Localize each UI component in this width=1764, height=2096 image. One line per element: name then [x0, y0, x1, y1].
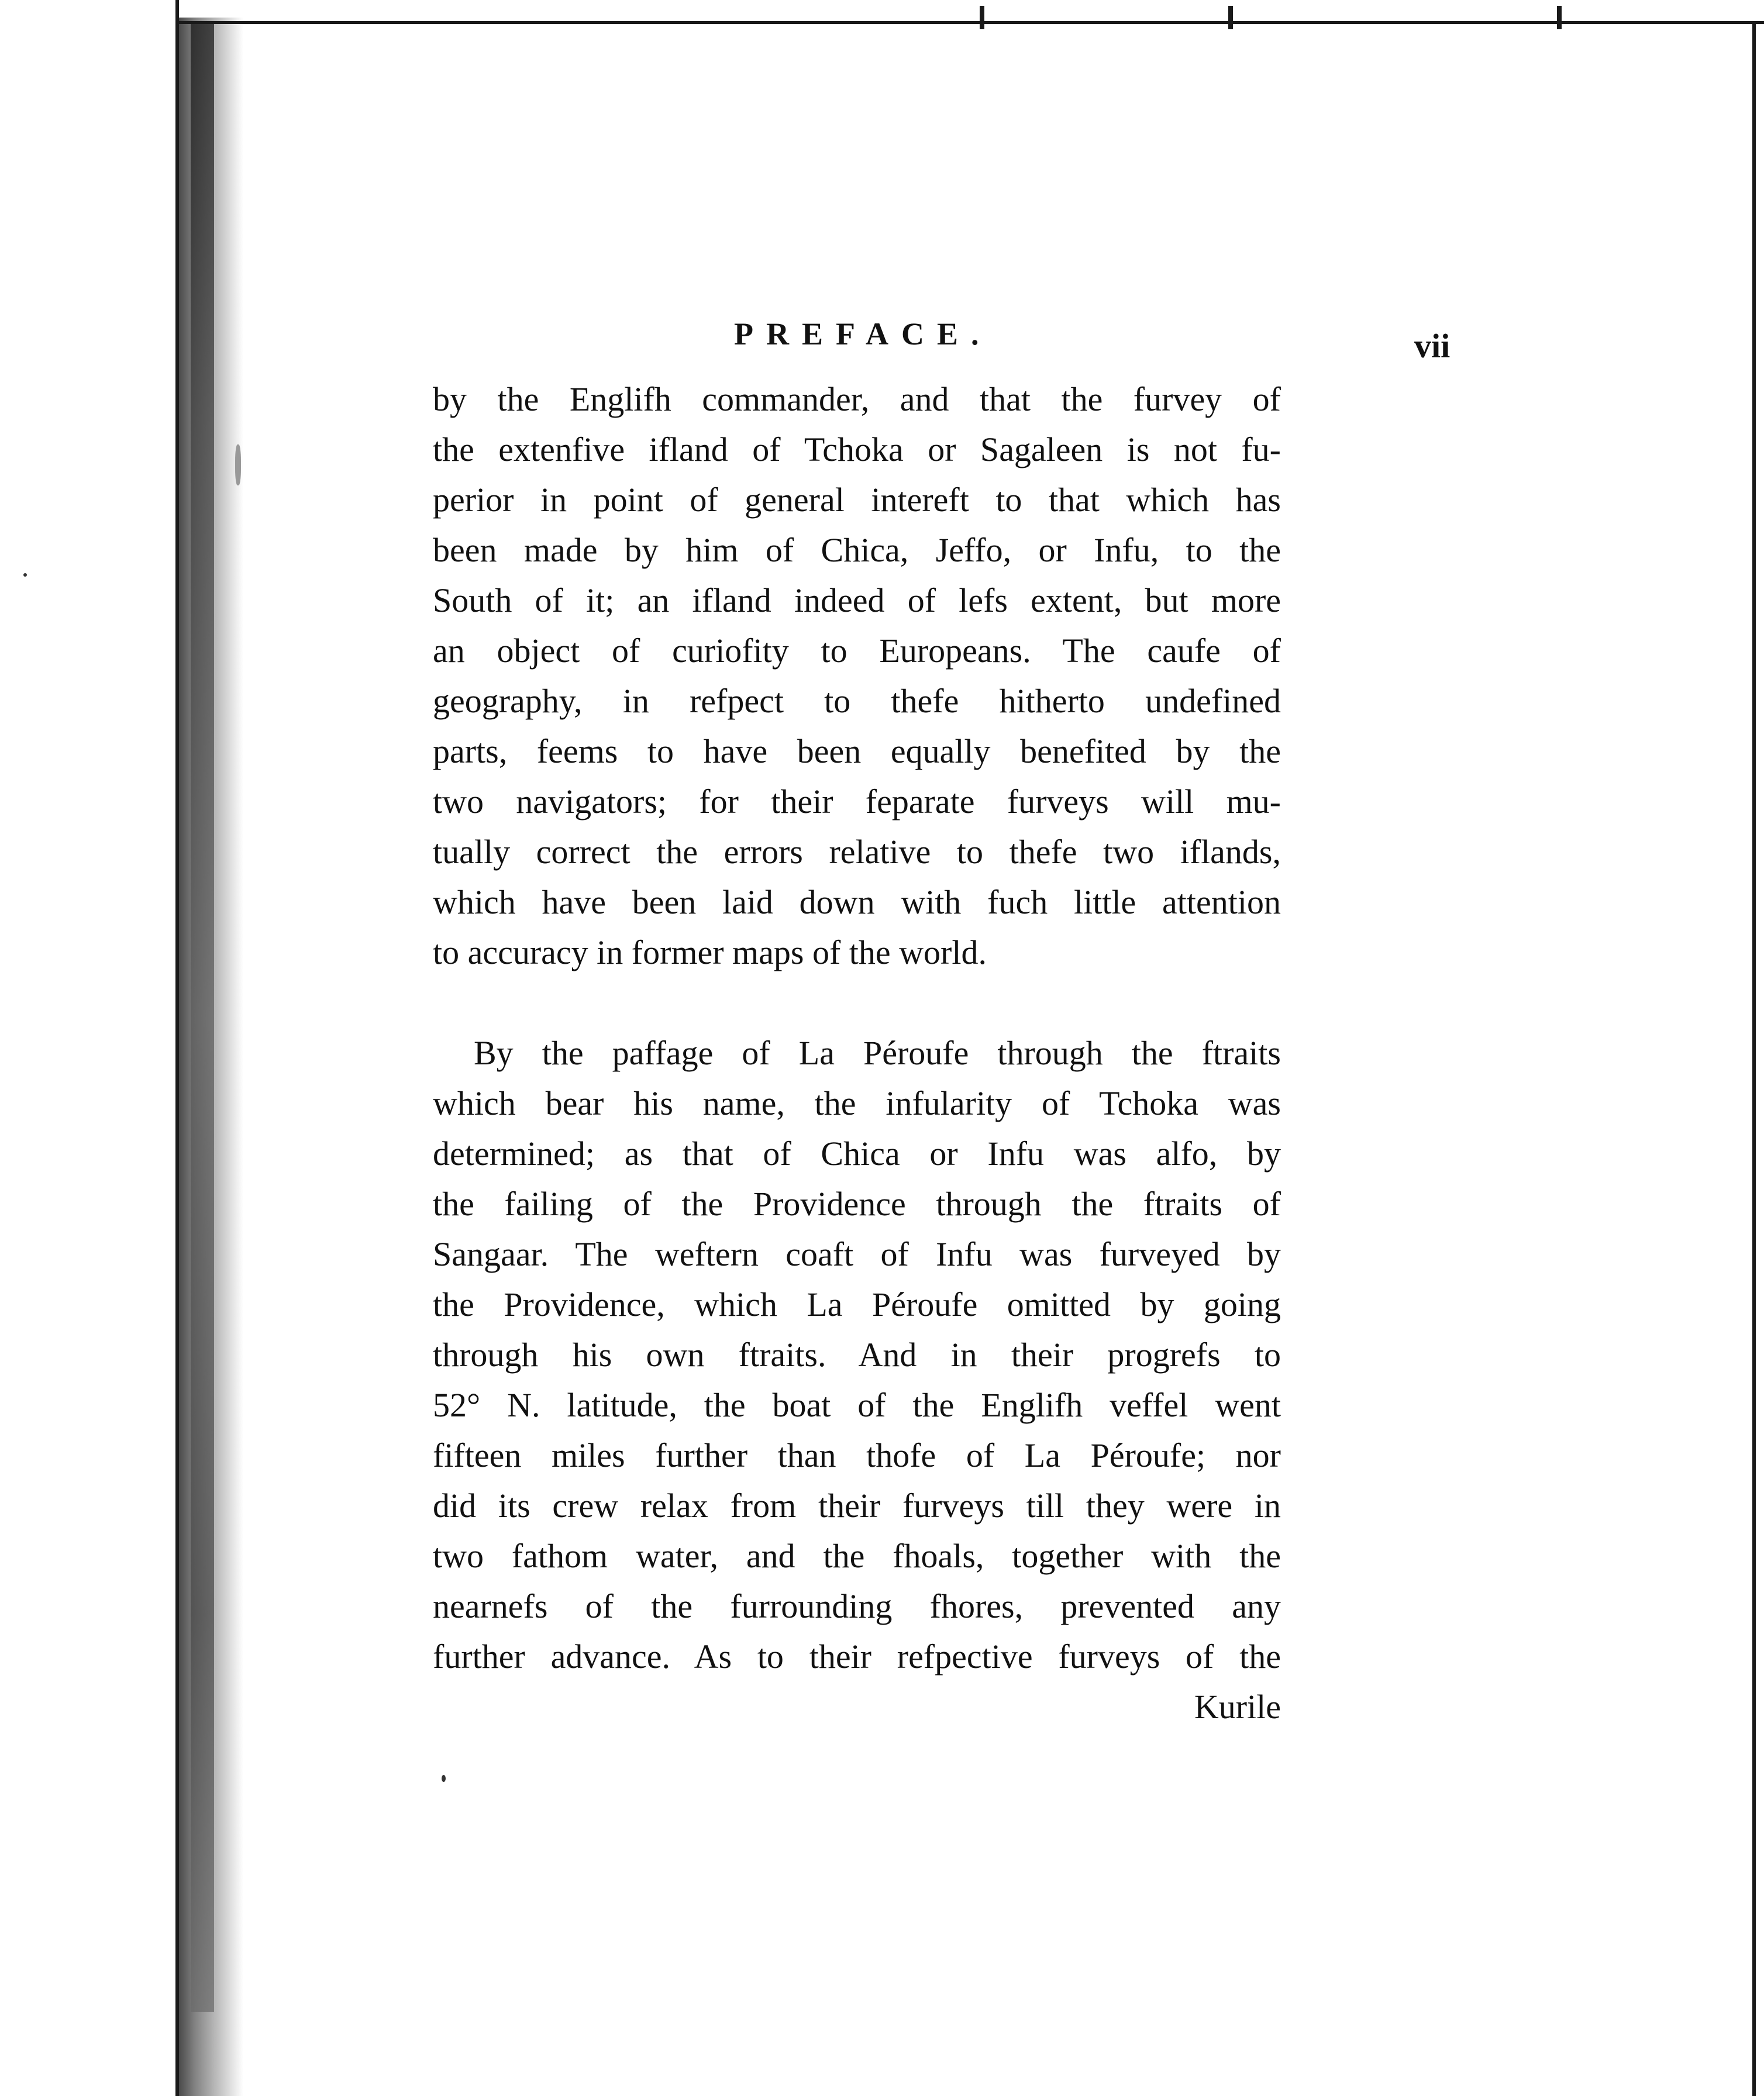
text-line: nearnefs of the furrounding fhores, prevented any: [433, 1587, 1281, 1625]
text-line: through his own ftraits. And in their progrefs to: [433, 1336, 1281, 1374]
text-line: the extenfive ifland of Tchoka or Sagaleen is not fu-: [433, 430, 1281, 468]
text-line: fifteen miles further than thofe of La Péroufe; nor: [433, 1436, 1281, 1474]
text-line: tually correct the errors relative to thefe two iflands,: [433, 833, 1281, 871]
text-line: two fathom water, and the fhoals, together with the: [433, 1537, 1281, 1575]
text-line: determined; as that of Chica or Infu was alfo, by: [433, 1135, 1281, 1173]
text-line: by the Englifh commander, and that the furvey of: [433, 380, 1281, 418]
text-line: By the paffage of La Péroufe through the ftraits: [474, 1034, 1281, 1072]
scan-speck: [442, 1775, 446, 1782]
text-line: parts, feems to have been equally benefited by the: [433, 732, 1281, 770]
text-line: the Providence, which La Péroufe omitted by going: [433, 1285, 1281, 1323]
text-line: geography, in refpect to thefe hitherto undefined: [433, 682, 1281, 720]
page-number: vii: [1414, 327, 1451, 365]
top-scan-mark: [1228, 6, 1233, 29]
text-line: perior in point of general intereft to that which has: [433, 481, 1281, 519]
top-scan-border: [175, 21, 1764, 24]
text-line: which have been laid down with fuch little attention: [433, 883, 1281, 921]
top-scan-mark: [1557, 6, 1562, 29]
paragraph: [433, 1028, 1281, 1682]
text-line: an object of curiofity to Europeans. The caufe of: [433, 632, 1281, 670]
catchword: Kurile: [1194, 1688, 1281, 1726]
text-line: the failing of the Providence through the ftraits of: [433, 1185, 1281, 1223]
text-line: 52° N. latitude, the boat of the Englifh veffel went: [433, 1386, 1281, 1424]
text-line: Sangaar. The weftern coaft of Infu was furveyed by: [433, 1235, 1281, 1273]
scan-speck: [235, 444, 241, 485]
page-header: [0, 310, 1764, 363]
top-scan-mark: [980, 6, 984, 29]
text-line: to accuracy in former maps of the world.: [433, 933, 987, 971]
paragraph: [433, 374, 1281, 978]
text-line: been made by him of Chica, Jeffo, or Infu, to the: [433, 531, 1281, 569]
body-text: [433, 374, 1281, 1732]
running-title: PREFACE.: [734, 316, 992, 351]
text-line: South of it; an ifland indeed of lefs extent, but more: [433, 581, 1281, 619]
scan-speck: [23, 573, 27, 577]
text-line: further advance. As to their refpective furveys of the: [433, 1638, 1281, 1676]
text-line: which bear his name, the infularity of Tchoka was: [433, 1084, 1281, 1122]
text-line: two navigators; for their feparate furveys will mu-: [433, 782, 1281, 821]
text-line: did its crew relax from their furveys till they were in: [433, 1487, 1281, 1525]
